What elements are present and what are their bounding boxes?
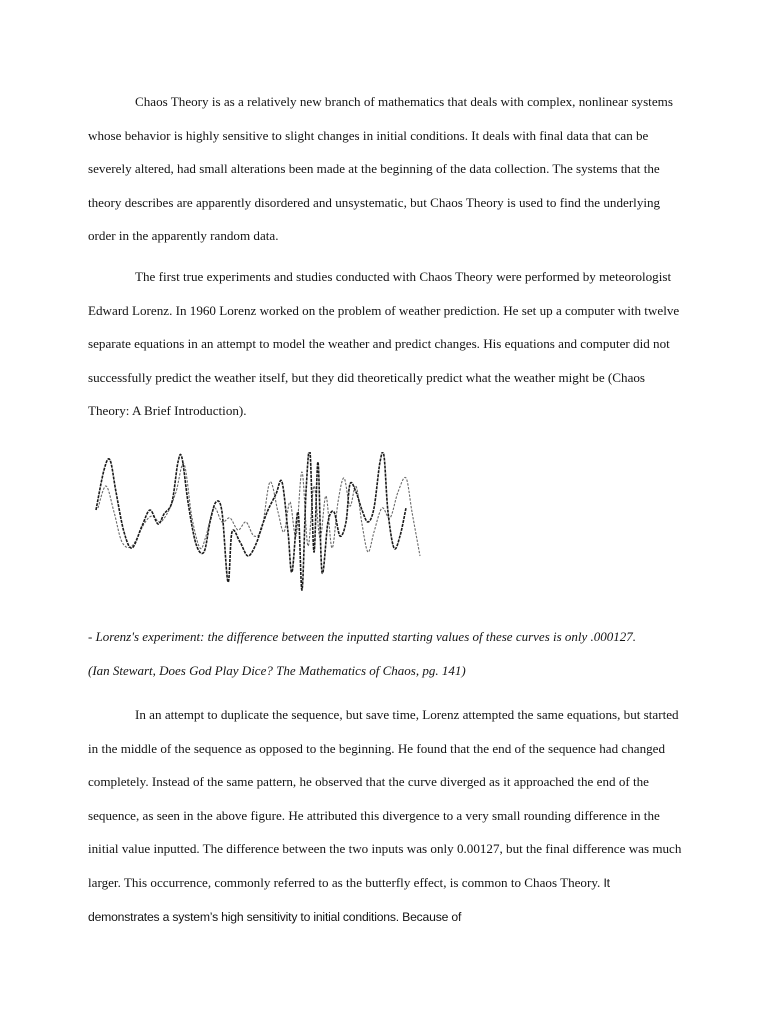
figure-caption-line-1: - Lorenz's experiment: the difference between the inputted starting values of these curves is only .000127. — [88, 629, 637, 644]
paragraph-lorenz-text: The first true experiments and studies conducted with Chaos Theory were performed by meteorologist Edward Lorenz. In 1960 Lorenz worked on the problem of weather prediction. He set up a computer with twelve separate equations in an attempt to model the weather and predict changes. His equations and computer did not successfully predict the weather itself, but they did theoretically predict what the weather might be (Chaos Theory: A Brief Introduction). — [88, 269, 680, 418]
paragraph-intro — [88, 85, 684, 253]
paragraph-duplicate-tail: It demonstrates a system’s high sensitivity to initial conditions. Because of — [88, 875, 610, 924]
paragraph-duplicate-text: In an attempt to duplicate the sequence, but save time, Lorenz attempted the same equations, but started in the middle of the sequence as opposed to the beginning. He found that the end of the sequence had changed completely. Instead of the same pattern, he observed that the curve diverged as it approached the end of the sequence, as seen in the above figure. He attributed this divergence to a very small rounding difference in the initial value inputted. The difference between the two inputs was only 0.00127, but the final difference was much larger. This occurrence, commonly referred to as the butterfly effect, is common to Chaos Theory. — [88, 707, 682, 890]
paragraph-intro-text: Chaos Theory is as a relatively new branch of mathematics that deals with complex, nonlinear systems whose behavior is highly sensitive to slight changes in initial conditions. It deals with final data that can be severely altered, had small alterations been made at the beginning of the data collection. The systems that the theory describes are apparently disordered and unsystematic, but Chaos Theory is used to find the underlying order in the apparently random data. — [88, 94, 673, 243]
paragraph-lorenz — [88, 260, 684, 428]
lorenz-curve-a — [96, 452, 406, 590]
figure-caption-line-2: (Ian Stewart, Does God Play Dice? The Mathematics of Chaos, pg. 141) — [88, 663, 466, 678]
lorenz-curve-b — [98, 463, 420, 556]
paragraph-duplicate — [88, 698, 684, 935]
lorenz-curves-drawing — [92, 452, 432, 602]
lorenz-curves-figure — [92, 452, 432, 602]
